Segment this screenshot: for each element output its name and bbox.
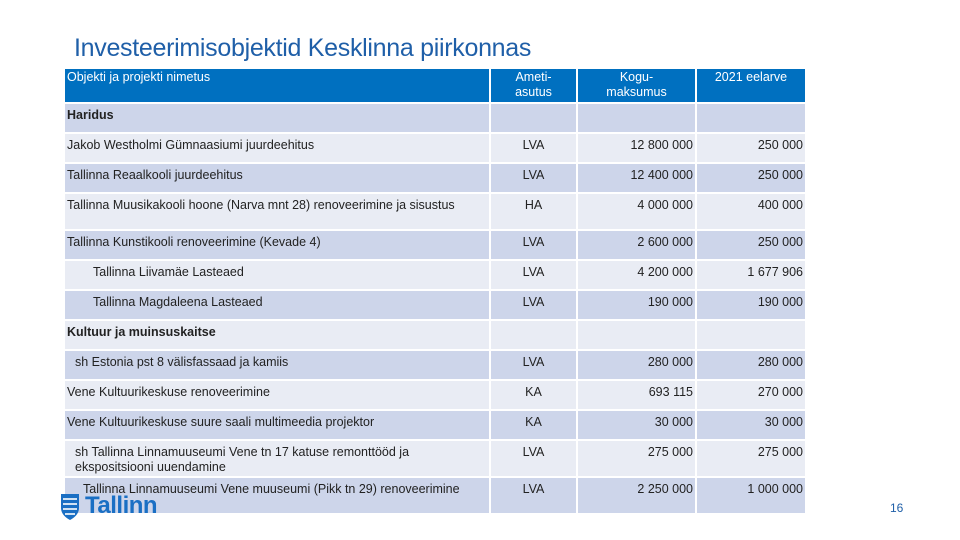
cell-budget: 250 000 bbox=[697, 134, 805, 162]
cell-budget bbox=[697, 104, 805, 132]
cell-agency: LVA bbox=[491, 231, 576, 259]
cell-name: Jakob Westholmi Gümnaasiumi juurdeehitus bbox=[65, 134, 489, 162]
cell-agency: LVA bbox=[491, 478, 576, 513]
cell-name: Vene Kultuurikeskuse suure saali multimeedia projektor bbox=[65, 411, 489, 439]
cell-name: Tallinna Reaalkooli juurdeehitus bbox=[65, 164, 489, 192]
cell-agency bbox=[491, 321, 576, 349]
table-row bbox=[65, 441, 805, 476]
table-row bbox=[65, 478, 805, 513]
cell-budget bbox=[697, 321, 805, 349]
cell-total: 12 800 000 bbox=[578, 134, 695, 162]
tallinn-crest-icon bbox=[60, 492, 80, 520]
table-header-row bbox=[65, 69, 805, 102]
cell-agency: KA bbox=[491, 411, 576, 439]
cell-agency: LVA bbox=[491, 291, 576, 319]
cell-total: 2 250 000 bbox=[578, 478, 695, 513]
cell-total: 2 600 000 bbox=[578, 231, 695, 259]
cell-total: 275 000 bbox=[578, 441, 695, 476]
logo-text: Tallinn bbox=[85, 492, 158, 519]
cell-total: 4 000 000 bbox=[578, 194, 695, 229]
cell-agency bbox=[491, 104, 576, 132]
cell-budget: 400 000 bbox=[697, 194, 805, 229]
slide-title: Investeerimisobjektid Kesklinna piirkonnas bbox=[74, 34, 532, 62]
cell-name: Tallinna Magdaleena Lasteaed bbox=[65, 291, 489, 319]
cell-agency: HA bbox=[491, 194, 576, 229]
cell-agency: LVA bbox=[491, 261, 576, 289]
cell-total: 4 200 000 bbox=[578, 261, 695, 289]
cell-name: Vene Kultuurikeskuse renoveerimine bbox=[65, 381, 489, 409]
cell-total bbox=[578, 104, 695, 132]
cell-total: 693 115 bbox=[578, 381, 695, 409]
cell-budget: 1 000 000 bbox=[697, 478, 805, 513]
cell-name: Tallinna Linnamuuseumi Vene muuseumi (Pikk tn 29) renoveerimine bbox=[65, 478, 489, 513]
cell-budget: 250 000 bbox=[697, 231, 805, 259]
investment-table bbox=[63, 67, 807, 515]
cell-budget: 275 000 bbox=[697, 441, 805, 476]
cell-total: 280 000 bbox=[578, 351, 695, 379]
cell-name: Tallinna Kunstikooli renoveerimine (Kevade 4) bbox=[65, 231, 489, 259]
cell-agency: LVA bbox=[491, 134, 576, 162]
section-row bbox=[65, 321, 805, 349]
cell-budget: 190 000 bbox=[697, 291, 805, 319]
cell-budget: 270 000 bbox=[697, 381, 805, 409]
cell-total: 190 000 bbox=[578, 291, 695, 319]
cell-agency: LVA bbox=[491, 164, 576, 192]
cell-budget: 250 000 bbox=[697, 164, 805, 192]
cell-name: Kultuur ja muinsuskaitse bbox=[65, 321, 489, 349]
section-row bbox=[65, 104, 805, 132]
table-row bbox=[65, 351, 805, 379]
header-total: Kogu- maksumus bbox=[578, 69, 695, 102]
table-row bbox=[65, 261, 805, 289]
cell-agency: LVA bbox=[491, 441, 576, 476]
header-budget: 2021 eelarve bbox=[697, 69, 805, 102]
cell-name: Tallinna Muusikakooli hoone (Narva mnt 28) renoveerimine ja sisustus bbox=[65, 194, 489, 229]
table-row bbox=[65, 231, 805, 259]
cell-total: 30 000 bbox=[578, 411, 695, 439]
cell-name: sh Tallinna Linnamuuseumi Vene tn 17 katuse remonttööd ja ekspositsiooni uuendamine bbox=[65, 441, 489, 476]
tallinn-logo bbox=[60, 492, 157, 520]
table-row bbox=[65, 194, 805, 229]
page-number: 16 bbox=[890, 501, 904, 515]
table-row bbox=[65, 134, 805, 162]
table-row bbox=[65, 164, 805, 192]
cell-agency: KA bbox=[491, 381, 576, 409]
cell-total: 12 400 000 bbox=[578, 164, 695, 192]
table-row bbox=[65, 411, 805, 439]
cell-budget: 1 677 906 bbox=[697, 261, 805, 289]
header-agency: Ameti- asutus bbox=[491, 69, 576, 102]
cell-name: Tallinna Liivamäe Lasteaed bbox=[65, 261, 489, 289]
cell-budget: 30 000 bbox=[697, 411, 805, 439]
cell-name: sh Estonia pst 8 välisfassaad ja kamiis bbox=[65, 351, 489, 379]
cell-total bbox=[578, 321, 695, 349]
cell-name: Haridus bbox=[65, 104, 489, 132]
table-row bbox=[65, 291, 805, 319]
header-name: Objekti ja projekti nimetus bbox=[65, 69, 489, 102]
cell-budget: 280 000 bbox=[697, 351, 805, 379]
table-row bbox=[65, 381, 805, 409]
cell-agency: LVA bbox=[491, 351, 576, 379]
